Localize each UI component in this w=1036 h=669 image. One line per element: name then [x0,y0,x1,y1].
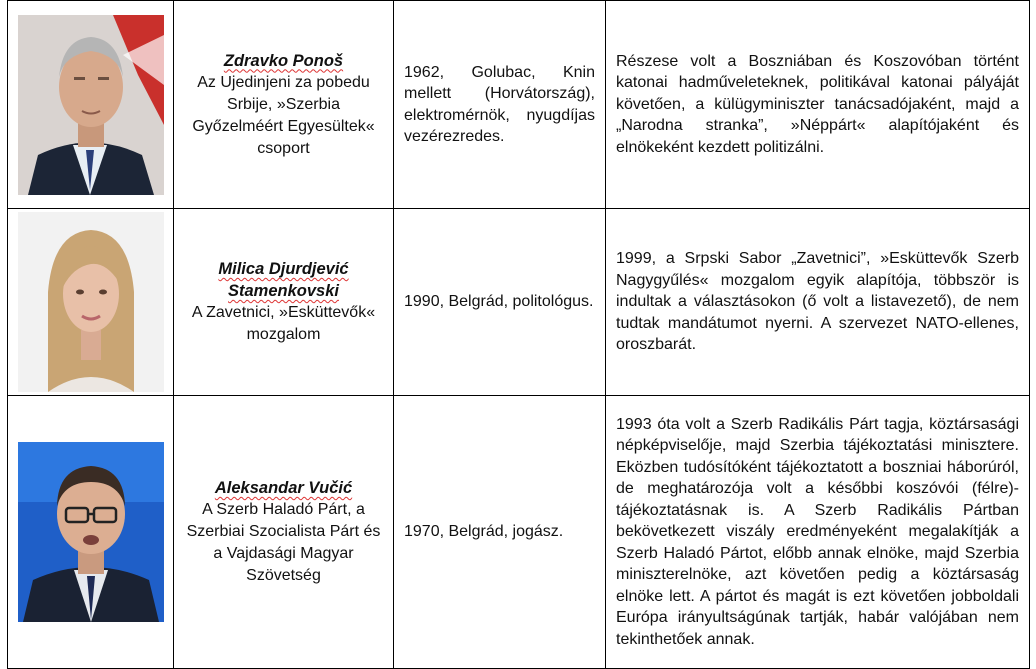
party-affiliation: A Szerb Haladó Párt, a Szerbiai Szocialista Párt és a Vajdasági Magyar Szövetség [186,501,381,584]
birth-cell [394,1,606,209]
politician-name: Zdravko Ponoš [223,51,344,70]
photo-cell [8,1,174,209]
biography: 1993 óta volt a Szerb Radikális Párt tagja, köztársasági népképviselője, majd Szerbia tájékoztatási minisztere. Eközben tudósítóként tájékoztatott a boszniai háborúról, de meghatározója volt a későbbi koszóvói (félre)-tájékoztatásnak is. A Szerb Radikális Pártban bekövetkezett viszály eredményeként megalakítják a Szerb Haladó Pártot, előbb annak elnöke, majd Szerbia miniszterelnöke, azt követően pedig a köztársaság elnöke lett. A pártot és magát is ezt követően jobboldali Európa irányultságúnak tartják, habár valójában nem tekinthetőek annak. [616,415,1019,648]
biography: Részese volt a Boszniában és Koszovóban történt katonai hadműveleteknek, politikával katonai pályáját követően, a külügyminiszter tanácsadójaként, majd a „Narodna stranka”, »Néppárt« alapítójaként és elnökeként kezdett politizálni. [616,52,1019,156]
table-row [8,209,1030,396]
table-row [8,396,1030,669]
politicians-table [7,0,1030,669]
photo-cell [8,396,174,669]
politician-name: Aleksandar Vučić [214,479,353,497]
table-row [8,1,1030,209]
name-party-cell [174,1,394,209]
portrait-photo-vucic [18,442,164,622]
name-party-cell [174,396,394,669]
party-affiliation: Az Ujedinjeni za pobedu Srbije, »Szerbia Győzelméért Egyesültek« csoport [192,73,375,157]
birth-cell [394,396,606,669]
photo-cell [8,209,174,396]
bio-cell [606,1,1030,209]
birth-info: 1990, Belgrád, politológus. [404,293,594,311]
birth-info: 1970, Belgrád, jogász. [404,523,564,541]
biography: 1999, a Srpski Sabor „Zavetnici”, »Esküttevők Szerb Nagygyűlés« mozgalom egyik alapítója, többször is indultak a választásokon (ő volt a listavezető), de nem tudtak mandátumot nyerni. A szervezet NATO-ellenes, oroszbarát. [616,250,1019,354]
portrait-photo-djurdjevic [18,212,164,392]
birth-cell [394,209,606,396]
birth-info: 1962, Golubac, Knin mellett (Horvátország), elektromérnök, nyugdíjas vezérezredes. [404,63,595,145]
name-party-cell [174,209,394,396]
party-affiliation: A Zavetnici, »Esküttevők« mozgalom [191,304,376,343]
bio-cell [606,396,1030,669]
portrait-photo-ponos [18,15,164,195]
bio-cell [606,209,1030,396]
politician-name: Milica Djurdjević Stamenkovski [218,260,349,300]
